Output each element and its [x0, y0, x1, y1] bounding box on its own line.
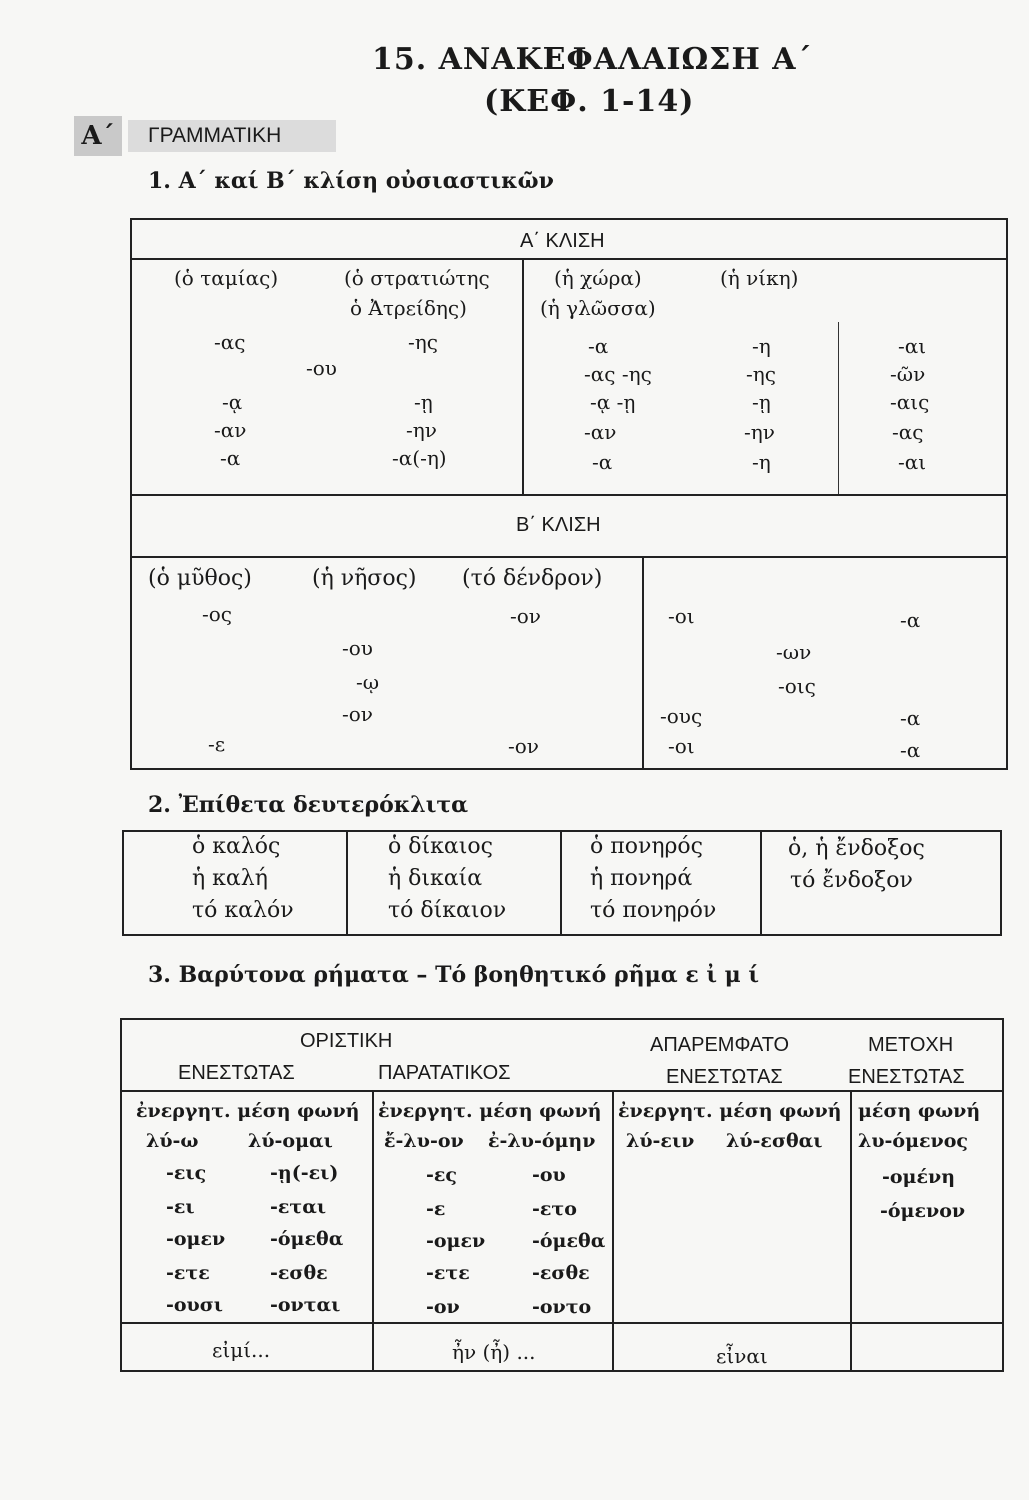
section1-heading: 1. Α΄ καί Β΄ κλίση οὐσιαστικῶν	[148, 168, 554, 194]
metochi-enestotas-header: ΕΝΕΣΤΩΤΑΣ	[848, 1066, 965, 1088]
adj-cell: τό πονηρόν	[590, 898, 717, 923]
adj-divider	[346, 830, 348, 936]
verb-ending: -ει	[166, 1196, 195, 1218]
verb-divider	[372, 1090, 374, 1372]
a-plural-divider	[838, 322, 839, 494]
adj-cell: ὁ πονηρός	[590, 834, 703, 859]
b-label-dendron: (τό δένδρον)	[462, 566, 603, 591]
b-ending: -ον	[342, 702, 373, 726]
verb-ending: -εται	[270, 1196, 327, 1218]
verb-ending: -ετο	[532, 1198, 577, 1220]
adj-divider	[760, 830, 762, 936]
page-subtitle: (ΚΕΦ. 1-14)	[484, 84, 695, 119]
verb-divider	[850, 1090, 852, 1372]
a-ending: -ῃ	[752, 390, 771, 414]
section2-heading: 2. Ἐπίθετα δευτερόκλιτα	[148, 792, 469, 818]
a-ending: -αι	[898, 450, 927, 474]
a-ending: -ῃ	[414, 390, 433, 414]
b-label-nisos: (ἡ νῆσος)	[312, 566, 417, 591]
b-divider	[642, 556, 644, 770]
verb-stem: ἔ-λυ-ον	[384, 1130, 464, 1152]
b-ending: -ων	[776, 640, 812, 664]
b-ending: -α	[900, 706, 921, 730]
a-ending: -α(-η)	[392, 446, 447, 470]
b-ending: -ον	[508, 734, 539, 758]
verb-ending: -ομεν	[166, 1228, 226, 1250]
verb-ending: -ονται	[270, 1294, 341, 1316]
a-divider	[522, 258, 524, 494]
verb-ending: -ετε	[426, 1262, 470, 1284]
a-ending: -ης	[408, 330, 438, 354]
metochi-header: ΜΕΤΟΧΗ	[868, 1034, 954, 1056]
b-ending: -α	[900, 608, 921, 632]
verb-ending: -εσθε	[532, 1262, 590, 1284]
eimi-present: εἰμί...	[212, 1338, 271, 1362]
verb-ending: -οντο	[532, 1296, 592, 1318]
eimi-infinitive: εἶναι	[716, 1344, 768, 1368]
a-ending: -α	[220, 446, 241, 470]
a-ending: -η	[752, 450, 771, 474]
aparemfato-header: ΑΠΑΡΕΜΦΑΤΟ	[650, 1034, 790, 1056]
b-ending: -ος	[202, 602, 232, 626]
voice-label: ἐνεργητ. μέση φωνή	[618, 1100, 842, 1122]
a-ending: -ου	[306, 356, 337, 380]
verb-ending: -ομεν	[426, 1230, 486, 1252]
a-ending: -ην	[406, 418, 437, 442]
adj-cell: ἡ καλή	[192, 866, 268, 891]
verb-ending: -ουσι	[166, 1294, 223, 1316]
adj-cell: τό δίκαιον	[388, 898, 507, 923]
page-title: 15. ΑΝΑΚΕΦΑΛΑΙΩΣΗ Α΄	[372, 42, 813, 77]
verb-ending: -ῃ(-ει)	[270, 1162, 339, 1184]
section3-heading: 3. Βαρύτονα ρήματα – Τό βοηθητικό ρῆμα ε ἰ μ ί	[148, 962, 760, 988]
verb-divider	[612, 1090, 614, 1372]
a-ending: -ας	[892, 420, 924, 444]
eimi-rule	[120, 1322, 1004, 1324]
b-header: Β΄ ΚΛΙΣΗ	[516, 514, 601, 536]
adj-cell: ἡ δικαία	[388, 866, 483, 891]
voice-label: ἐνεργητ. μέση φωνή	[378, 1100, 602, 1122]
voice-label: ἐνεργητ. μέση φωνή	[136, 1100, 360, 1122]
verb-ending: -ον	[426, 1296, 460, 1318]
a-ending: -ᾳ -ῃ	[590, 390, 636, 414]
paratatikos-header: ΠΑΡΑΤΑΤΙΚΟΣ	[378, 1062, 511, 1084]
b-ending: -οις	[778, 674, 816, 698]
verb-ending: -εις	[166, 1162, 207, 1184]
verb-stem: λυ-όμενος	[858, 1130, 968, 1152]
b-ending: -ους	[660, 704, 703, 728]
adj-cell: ὁ, ἡ ἔνδοξος	[788, 836, 925, 861]
verb-ending: -εσθε	[270, 1262, 328, 1284]
b-label-mythos: (ὁ μῦθος)	[148, 566, 252, 591]
a-label-niki: (ἡ νίκη)	[720, 266, 799, 290]
b-ending: -ῳ	[356, 670, 380, 694]
verb-stem: λύ-ω	[146, 1130, 199, 1152]
b-ending: -ον	[510, 604, 541, 628]
eimi-imperfect: ἦν (ἦ) ...	[452, 1340, 536, 1364]
a-ending: -α	[588, 334, 609, 358]
adj-cell: ὁ καλός	[192, 834, 281, 859]
a-label-glossa: (ἡ γλῶσσα)	[540, 296, 656, 320]
a-ending: -ην	[744, 420, 775, 444]
aparemfato-enestotas-header: ΕΝΕΣΤΩΤΑΣ	[666, 1066, 783, 1088]
a-label-chora: (ἡ χώρα)	[554, 266, 642, 290]
adj-cell: τό ἔνδοξον	[790, 868, 913, 893]
verb-ending: -ες	[426, 1164, 458, 1186]
b-ending: -α	[900, 738, 921, 762]
a-ending: -αν	[214, 418, 247, 442]
a-label-tamias: (ὁ ταμίας)	[174, 266, 279, 290]
a-ending: -ης	[746, 362, 776, 386]
verb-stem: λύ-ομαι	[248, 1130, 333, 1152]
adj-cell: ἡ πονηρά	[590, 866, 693, 891]
part-badge: Α΄	[74, 116, 122, 156]
enestotas-header: ΕΝΕΣΤΩΤΑΣ	[178, 1062, 295, 1084]
a-ending: -α	[592, 450, 613, 474]
verb-ending: -ου	[532, 1164, 566, 1186]
a-ending: -ας	[214, 330, 246, 354]
a-label-atreidis: ὁ Ἀτρείδης)	[350, 296, 467, 320]
b-section-rule	[130, 494, 1008, 496]
verb-ending: -όμεθα	[532, 1230, 606, 1252]
verb-header-rule	[120, 1090, 1004, 1092]
oristiki-header: ΟΡΙΣΤΙΚΗ	[300, 1030, 393, 1052]
verb-ending: -ετε	[166, 1262, 210, 1284]
verb-stem: ἐ-λυ-όμην	[488, 1130, 596, 1152]
part-title: ΓΡΑΜΜΑΤΙΚΗ	[148, 124, 282, 147]
a-header-rule	[130, 258, 1008, 260]
adj-cell: ὁ δίκαιος	[388, 834, 493, 859]
verb-ending: -ομένη	[882, 1166, 956, 1188]
b-ending: -οι	[668, 604, 695, 628]
b-header-rule	[130, 556, 1008, 558]
adj-cell: τό καλόν	[192, 898, 294, 923]
a-ending: -η	[752, 334, 771, 358]
b-ending: -ου	[342, 636, 373, 660]
a-ending: -αις	[890, 390, 930, 414]
verb-ending: -ε	[426, 1198, 446, 1220]
b-ending: -ε	[208, 732, 226, 756]
a-ending: -αν	[584, 420, 617, 444]
a-label-stratiotis: (ὁ στρατιώτης	[344, 266, 490, 290]
verb-stem: λύ-εσθαι	[726, 1130, 823, 1152]
a-ending: -ᾳ	[222, 390, 243, 414]
verb-stem: λύ-ειν	[626, 1130, 695, 1152]
b-ending: -οι	[668, 734, 695, 758]
a-ending: -ῶν	[890, 362, 926, 386]
voice-label: μέση φωνή	[858, 1100, 981, 1122]
verb-ending: -όμεθα	[270, 1228, 344, 1250]
adj-divider	[560, 830, 562, 936]
verb-ending: -όμενον	[880, 1200, 966, 1222]
a-header: Α΄ ΚΛΙΣΗ	[520, 230, 605, 252]
a-ending: -αι	[898, 334, 927, 358]
a-ending: -ας -ης	[584, 362, 652, 386]
